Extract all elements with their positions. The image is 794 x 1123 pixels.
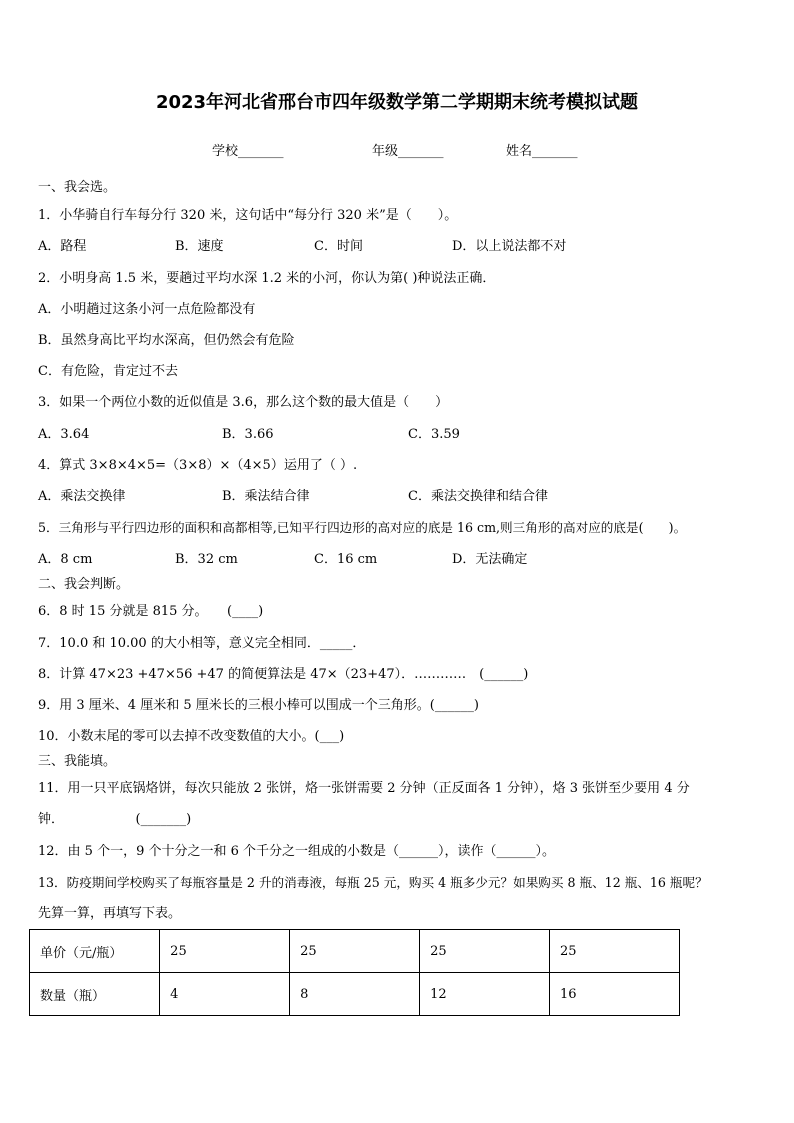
q3-option-a[interactable]: A．3.64 [38, 427, 90, 442]
table-row [30, 930, 680, 973]
table-cell: 25 [550, 930, 680, 973]
question-10: 10．小数末尾的零可以去掉不改变数值的大小。(___) [38, 729, 345, 744]
question-8: 8．计算 47×23 +47×56 +47 的简便算法是 47×（23+47）．………… (______) [38, 667, 529, 682]
q2-option-b[interactable]: B．虽然身高比平均水深高，但仍然会有危险 [38, 333, 295, 348]
table-cell: 12 [420, 973, 550, 1016]
table-cell: 25 [160, 930, 290, 973]
q4-option-b[interactable]: B．乘法结合律 [222, 489, 310, 504]
section-heading-fill: 三、我能填。 [38, 754, 117, 769]
question-1: 1．小华骑自行车每分行 320 米，这句话中“每分行 320 米”是（ ）。 [38, 208, 458, 223]
q5-option-d[interactable]: D．无法确定 [452, 552, 528, 567]
question-4: 4．算式 3×8×4×5=（3×8）×（4×5）运用了（ ）. [38, 458, 358, 473]
table-cell: 25 [290, 930, 420, 973]
table-cell: 单价（元/瓶） [30, 930, 160, 973]
page-title: 2023年河北省邢台市四年级数学第二学期期末统考模拟试题 [155, 92, 639, 113]
table-cell: 16 [550, 973, 680, 1016]
question-11-line-2: 钟． (_______) [38, 812, 192, 827]
question-13-line-1: 13．防疫期间学校购买了每瓶容量是 2 升的消毒液，每瓶 25 元，购买 4 瓶多少元？如果购买 8 瓶、12 瓶、16 瓶呢？ [38, 875, 708, 890]
q4-option-c[interactable]: C．乘法交换律和结合律 [408, 489, 548, 504]
q5-option-a[interactable]: A．8 cm [38, 552, 93, 567]
name-field[interactable]: 姓名_______ [506, 144, 578, 159]
question-2: 2．小明身高 1.5 米，要趟过平均水深 1.2 米的小河，你认为第( )种说法正确． [38, 271, 496, 286]
q5-option-c[interactable]: C．16 cm [314, 552, 378, 567]
table-cell: 4 [160, 973, 290, 1016]
q3-option-b[interactable]: B．3.66 [222, 427, 274, 442]
question-5: 5．三角形与平行四边形的面积和高都相等,已知平行四边形的高对应的底是 16 cm,则三角形的高对应的底是( )。 [38, 520, 687, 535]
table-row [30, 973, 680, 1016]
question-3: 3．如果一个两位小数的近似值是 3.6，那么这个数的最大值是（ ） [38, 395, 449, 410]
table-cell: 25 [420, 930, 550, 973]
table-cell: 数量（瓶） [30, 973, 160, 1016]
q1-option-a[interactable]: A．路程 [38, 239, 87, 254]
school-field[interactable]: 学校_______ [212, 144, 284, 159]
question-6: 6．8 时 15 分就是 815 分。 (____) [38, 604, 264, 619]
q3-option-c[interactable]: C．3.59 [408, 427, 460, 442]
price-quantity-table [29, 929, 680, 1016]
grade-field[interactable]: 年级_______ [372, 144, 444, 159]
question-12: 12．由 5 个一，9 个十分之一和 6 个千分之一组成的小数是（______），读作（______）。 [38, 844, 556, 859]
q5-option-b[interactable]: B．32 cm [175, 552, 238, 567]
question-7: 7．10.0 和 10.00 的大小相等，意义完全相同．_____． [38, 636, 366, 651]
table-cell: 8 [290, 973, 420, 1016]
question-9: 9．用 3 厘米、4 厘米和 5 厘米长的三根小棒可以围成一个三角形。(______) [38, 698, 479, 713]
section-heading-choice: 一、我会选。 [38, 180, 117, 195]
question-13-line-2: 先算一算，再填写下表。 [38, 906, 182, 921]
q1-option-b[interactable]: B．速度 [175, 239, 224, 254]
q2-option-a[interactable]: A．小明趟过这条小河一点危险都没有 [38, 302, 256, 317]
question-11-line-1: 11．用一只平底锅烙饼，每次只能放 2 张饼，烙一张饼需要 2 分钟（正反面各 1 分钟），烙 3 张饼至少要用 4 分 [38, 781, 690, 796]
section-heading-judge: 二、我会判断。 [38, 577, 130, 592]
q4-option-a[interactable]: A．乘法交换律 [38, 489, 126, 504]
q1-option-c[interactable]: C．时间 [314, 239, 363, 254]
q2-option-c[interactable]: C．有危险，肯定过不去 [38, 364, 178, 379]
q1-option-d[interactable]: D．以上说法都不对 [452, 239, 567, 254]
